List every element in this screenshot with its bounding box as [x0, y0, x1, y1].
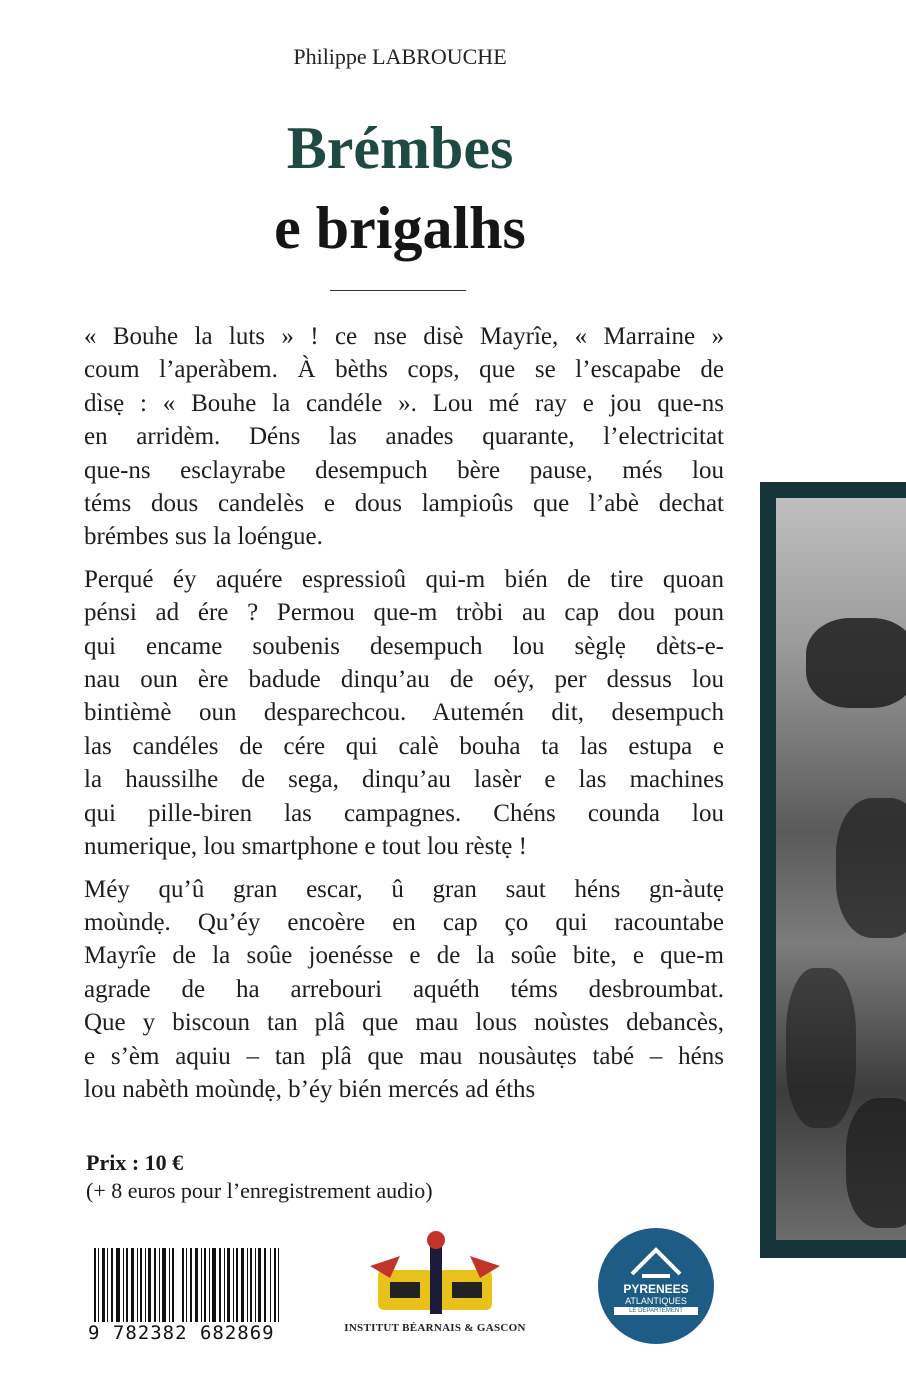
blurb-line: e s’èm aquiu – tan plâ que mau nousàutẹs tabé – héns [84, 1042, 724, 1070]
book-title-line-1: Brémbes [286, 115, 514, 181]
blurb-line: la haussilhe de sega, dinqu’au lasèr e las machines [84, 766, 724, 794]
partner-name-2: ATLANTIQUES [625, 1296, 687, 1306]
price-note: (+ 8 euros pour l’enregistrement audio) [86, 1178, 433, 1203]
partner-name-3: LE DÉPARTEMENT [614, 1307, 698, 1315]
blurb-line: dìsẹ : « Bouhe la candéle ». Lou mé ray e jou que-ns [84, 389, 724, 417]
blurb-line: qui encame soubenis desempuch lou sèglẹ dèts-e- [84, 632, 724, 660]
mountain-icon [626, 1244, 686, 1280]
blurb-text [84, 320, 724, 1115]
blurb-line: lou nabèth moùndẹ, b’éy bién mercés ad éths [84, 1075, 536, 1103]
author-name: Philippe LABROUCHE [293, 44, 507, 69]
blurb-line: numerique, lou smartphone e tout lou rèstẹ ! [84, 833, 527, 861]
blurb-line: Que y biscoun tan plâ que mau lous noùstes debancès, [84, 1009, 724, 1037]
blurb-line: las candéles de cére qui calè bouha ta las estupa e [84, 732, 724, 760]
book-title-line-2: e brigalhs [274, 195, 526, 261]
blurb-line: agrade de ha arrebouri aquéth téms desbroumbat. [84, 975, 724, 1003]
blurb-line: moùndẹ. Qu’éy encoère en cap ço qui racountabe [84, 908, 724, 936]
barcode-digits: 9 782382 682869 [88, 1322, 288, 1344]
cover-photo [776, 498, 906, 1240]
blurb-line: brémbes sus la loéngue. [84, 523, 323, 551]
title-divider [330, 290, 466, 291]
blurb-line: coum l’aperàbem. À bèths cops, que se l’escapabe de [84, 356, 724, 384]
partner-name-1: PYRENEES [623, 1282, 689, 1296]
blurb-line: « Bouhe la luts » ! ce nse disè Mayrîe, « Marraine » [84, 323, 724, 350]
blurb-line: nau oun ère badude dinqu’au de oéy, per dessus lou [84, 666, 724, 694]
blurb-line: en arridèm. Déns las anades quarante, l’electricitat [84, 423, 724, 451]
blurb-line: Méy qu’û gran escar, û gran saut héns gn-àutẹ [84, 875, 724, 903]
blurb-paragraph [84, 563, 724, 864]
publisher-name: INSTITUT BÉARNAIS & GASCON [344, 1322, 526, 1334]
coat-of-arms-icon [360, 1226, 510, 1322]
price-label: Prix : 10 € [86, 1150, 184, 1175]
blurb-line: bintièmè oun desparechcou. Autemén dit, desempuch [84, 699, 724, 727]
blurb-line: pénsi ad ére ? Permou que-m tròbi au cap dou poun [84, 599, 724, 627]
blurb-line: Perqué éy aquére espressioû qui-m bién de tire quoan [84, 565, 724, 593]
blurb-paragraph [84, 873, 724, 1107]
blurb-line: téms dous candelès e dous lampioûs que l’abè dechat [84, 490, 724, 518]
blurb-line: qui pille-biren las campagnes. Chéns counda lou [84, 799, 724, 827]
blurb-line: que-ns esclayrabe desempuch bère pause, més lou [84, 456, 724, 484]
blurb-paragraph [84, 320, 724, 554]
blurb-line: Mayrîe de la soûe joenésse e de la soûe bite, e que-m [84, 942, 724, 970]
